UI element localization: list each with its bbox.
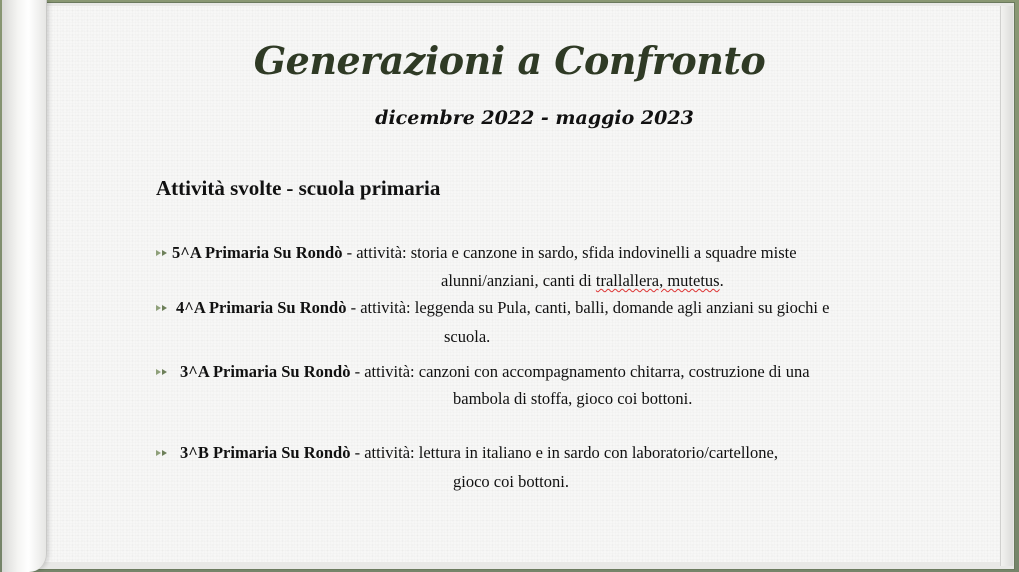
bullet-arrow-icon [156, 303, 170, 313]
page-subtitle: dicembre 2022 - maggio 2023 [375, 107, 694, 129]
class-name: 3^B Primaria Su Rondò [180, 443, 351, 462]
activity-continuation [441, 271, 724, 291]
bullet-arrow-icon [156, 248, 170, 258]
list-item [156, 243, 797, 263]
page-curl-left [2, 0, 47, 572]
spellcheck-underlined-text: trallallera, mutetus [595, 271, 720, 290]
section-heading-part1: Attività svolte [156, 176, 282, 200]
page-edge-right [1000, 6, 1013, 566]
activity-continuation: bambola di stoffa, gioco coi bottoni. [453, 389, 693, 408]
bullet-arrow-icon [156, 448, 170, 458]
activity-continuation: gioco coi bottoni. [453, 472, 569, 491]
bullet-arrow-icon [156, 367, 170, 377]
activity-continuation: scuola. [444, 327, 491, 346]
activity-text: - attività: canzoni con accompagnamento chitarra, costruzione di una [350, 362, 810, 381]
list-item [156, 443, 778, 463]
list-item [156, 298, 829, 318]
activity-text-c: . [719, 271, 724, 290]
activity-text: - attività: storia e canzone in sardo, sfida indovinelli a squadre miste [342, 243, 797, 262]
section-heading [156, 176, 440, 201]
class-name: 4^A Primaria Su Rondò [176, 298, 347, 317]
section-heading-part2: - scuola primaria [286, 176, 441, 200]
activity-text: - attività: lettura in italiano e in sardo con laboratorio/cartellone, [350, 443, 778, 462]
activity-text-a: alunni/anziani, canti di [441, 271, 596, 290]
activity-text: - attività: leggenda su Pula, canti, balli, domande agli anziani su giochi e [346, 298, 830, 317]
class-name: 3^A Primaria Su Rondò [180, 362, 351, 381]
class-name: 5^A Primaria Su Rondò [172, 243, 343, 262]
list-item [156, 362, 810, 382]
page-title: Generazioni a Confronto [253, 38, 766, 83]
